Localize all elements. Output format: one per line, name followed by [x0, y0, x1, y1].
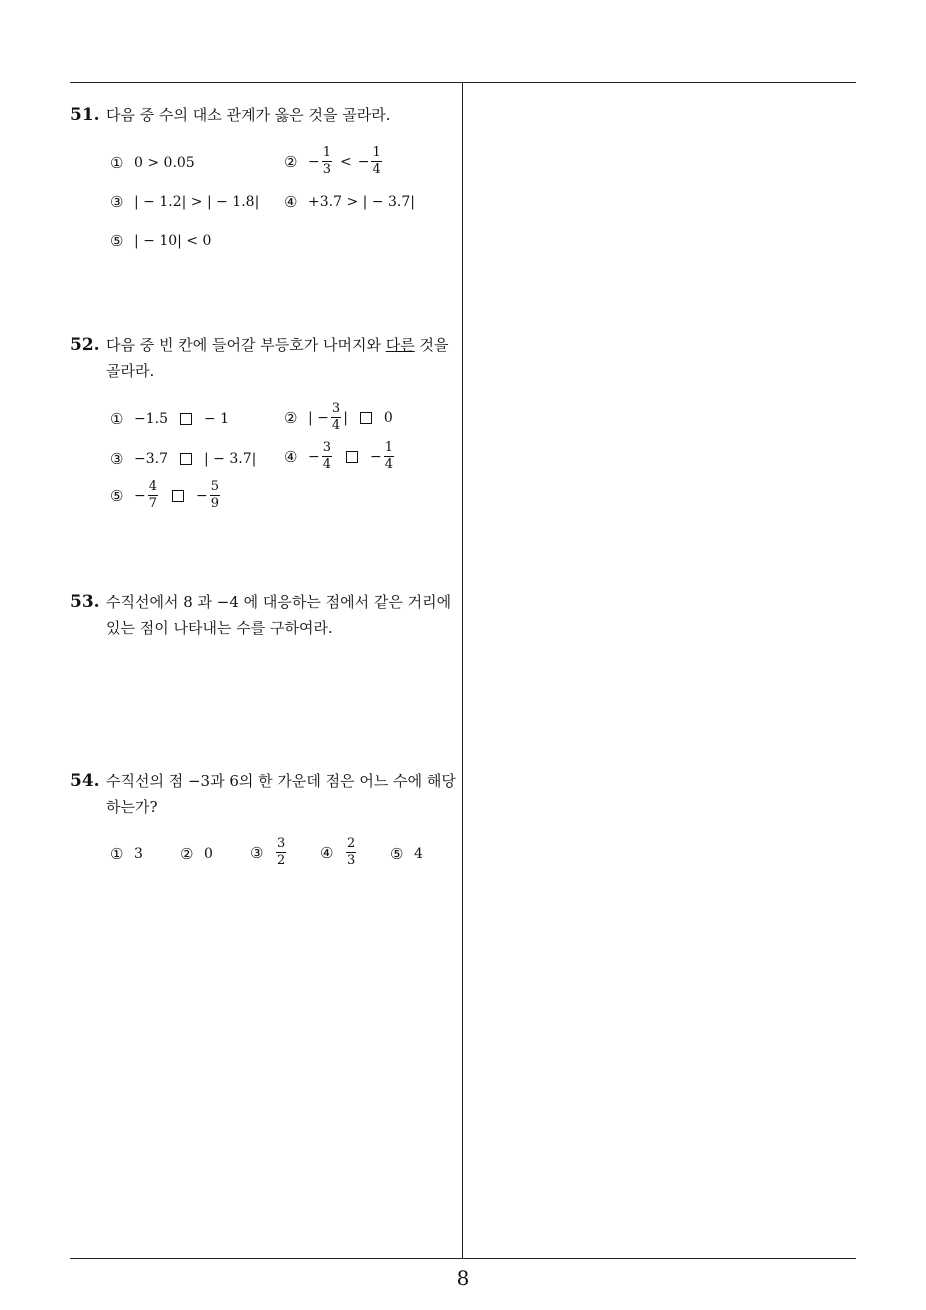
question-stem [70, 332, 456, 384]
question-53 [70, 589, 456, 641]
right-operand: 0 [383, 409, 393, 426]
question-stem [70, 589, 456, 641]
right-operand: | − 3.7| [204, 451, 257, 467]
fraction: $\frac{3}{4}$ [331, 401, 341, 433]
fraction: $\frac{1}{4}$ [372, 145, 381, 177]
blank-box [346, 451, 358, 463]
question-stem [70, 768, 456, 820]
question-text: 다음 중 수의 대소 관계가 옳은 것을 골라라. [106, 106, 391, 124]
option-text: 0 [204, 846, 213, 862]
option-text: 0 > 0.05 [134, 155, 195, 171]
q52-option-4[interactable] [284, 441, 396, 472]
page-number: 8 [456, 1266, 470, 1290]
option-marker: ⑤ [110, 486, 124, 505]
q51-option-2[interactable] [284, 146, 384, 177]
blank-box [360, 412, 372, 424]
question-51 [70, 102, 456, 128]
relation-sign: < [340, 153, 352, 170]
option-marker: ① [110, 410, 124, 428]
option-text: 4 [414, 846, 423, 862]
blank-box [172, 490, 184, 502]
fraction: $\frac{1}{3}$ [322, 145, 332, 177]
question-number: 54. [70, 771, 100, 791]
option-marker: ③ [110, 450, 124, 468]
question-52 [70, 332, 456, 384]
underlined-word: 다른 [385, 336, 415, 354]
option-marker: ④ [320, 843, 334, 862]
blank-box [180, 413, 192, 425]
q54-option-1[interactable] [110, 845, 143, 863]
option-marker: ② [284, 152, 298, 171]
question-number: 53. [70, 592, 100, 612]
option-marker: ② [180, 845, 194, 863]
question-number: 51. [70, 105, 100, 125]
q51-option-3[interactable] [110, 193, 259, 211]
q54-option-4[interactable] [320, 837, 358, 868]
option-marker: ⑤ [110, 232, 124, 250]
option-marker: ④ [284, 193, 298, 211]
option-text: 3 [134, 846, 143, 862]
q54-option-3[interactable] [250, 837, 288, 868]
option-marker: ④ [284, 447, 298, 466]
fraction: $\frac{4}{7}$ [148, 479, 158, 511]
column-divider [462, 82, 463, 1258]
option-marker: ② [284, 408, 298, 427]
option-text: | − 10| < 0 [134, 233, 212, 249]
abs-close: | [343, 409, 348, 426]
q51-option-5[interactable] [110, 232, 211, 250]
q51-option-4[interactable] [284, 193, 415, 211]
fraction: $\frac{5}{9}$ [210, 479, 220, 511]
minus-sign: − [308, 448, 320, 465]
option-marker: ① [110, 154, 124, 172]
minus-sign: − [196, 487, 208, 504]
q51-option-1[interactable] [110, 154, 195, 172]
top-rule [70, 82, 856, 83]
fraction: $\frac{1}{4}$ [384, 440, 394, 472]
fraction: $\frac{3}{2}$ [277, 836, 286, 868]
option-text: | − 1.2| > | − 1.8| [134, 194, 260, 210]
q52-option-5[interactable] [110, 480, 222, 511]
option-marker: ⑤ [390, 845, 404, 863]
question-number: 52. [70, 335, 100, 355]
abs-open: | − [308, 409, 329, 426]
q52-option-1[interactable] [110, 410, 229, 428]
question-text: 다음 중 빈 칸에 들어갈 부등호가 나머지와 다른 것을 골라라. [106, 336, 449, 380]
question-text: 수직선에서 8 과 −4 에 대응하는 점에서 같은 거리에 있는 점이 나타내는 수를 구하여라. [106, 593, 452, 637]
blank-box [180, 453, 192, 465]
option-marker: ③ [250, 843, 264, 862]
question-54 [70, 768, 456, 820]
option-marker: ① [110, 845, 124, 863]
option-marker: ③ [110, 193, 124, 211]
q54-option-5[interactable] [390, 845, 423, 863]
q54-option-2[interactable] [180, 845, 213, 863]
minus-sign: − [308, 153, 320, 170]
left-operand: −1.5 [134, 411, 168, 427]
minus-sign: − [134, 487, 146, 504]
right-operand: − 1 [204, 411, 230, 427]
q52-option-2[interactable] [284, 402, 393, 433]
option-text: +3.7 > | − 3.7| [308, 194, 415, 210]
bottom-rule [70, 1258, 856, 1259]
minus-sign: − [370, 448, 382, 465]
question-stem [70, 102, 456, 128]
fraction: $\frac{3}{4}$ [322, 440, 332, 472]
left-operand: −3.7 [134, 451, 168, 467]
minus-sign: − [357, 153, 370, 170]
fraction: $\frac{2}{3}$ [347, 836, 356, 868]
question-text: 수직선의 점 −3과 6의 한 가운데 점은 어느 수에 해당하는가? [106, 772, 456, 816]
q52-option-3[interactable] [110, 450, 256, 468]
